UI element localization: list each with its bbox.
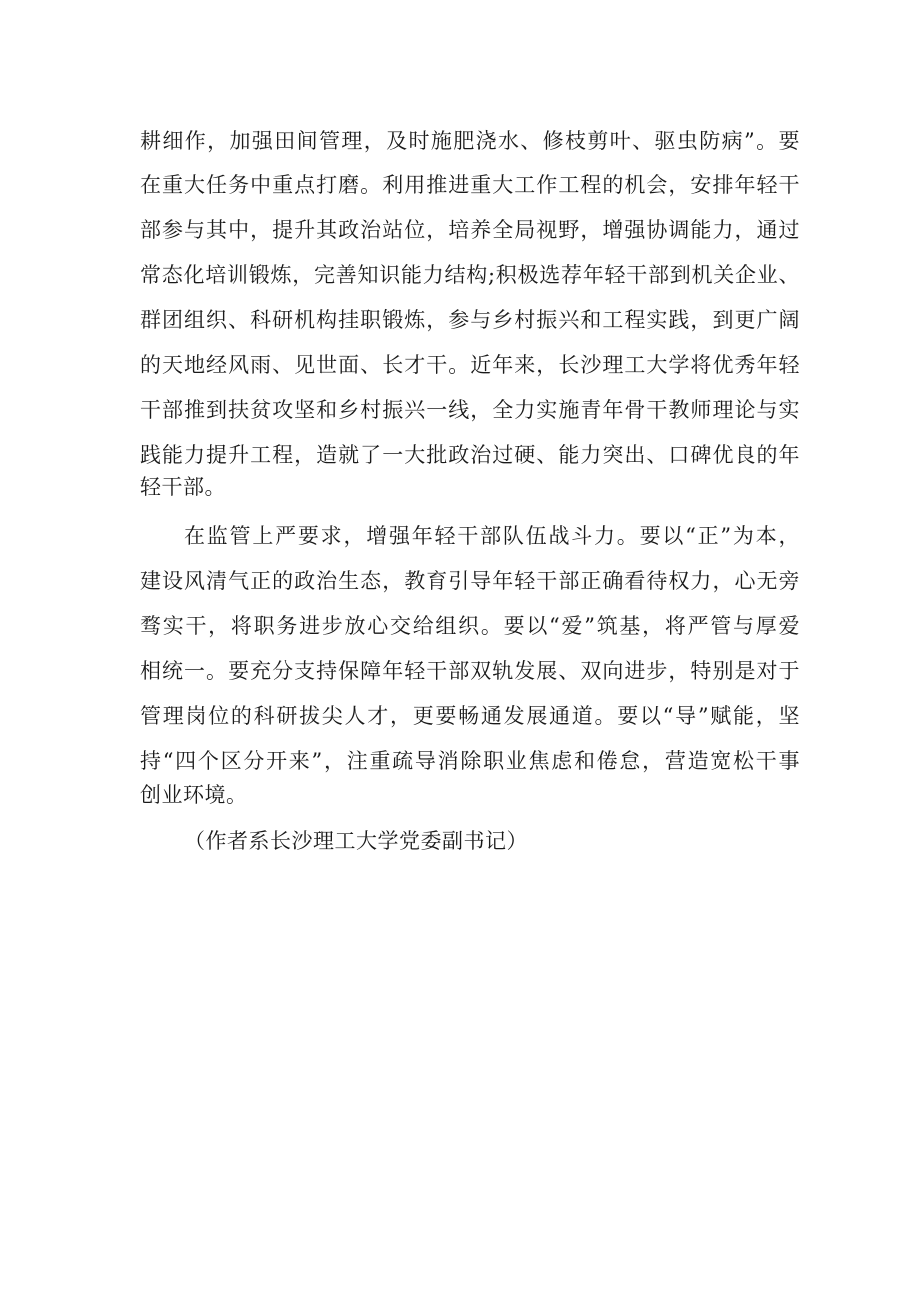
paragraph-line: 管理岗位的科研拔尖人才，更要畅通发展通道。要以“导”赋能，坚 (140, 704, 800, 728)
paragraph-line: 在重大任务中重点打磨。利用推进重大工作工程的机会，安排年轻干 (140, 173, 800, 197)
paragraph-line: 践能力提升工程，造就了一大批政治过硬、能力突出、口碑优良的年 (140, 443, 800, 467)
paragraph-line: 耕细作，加强田间管理，及时施肥浇水、修枝剪叶、驱虫防病”。要 (140, 129, 800, 153)
paragraph-line: 的天地经风雨、见世面、长才干。近年来，长沙理工大学将优秀年轻 (140, 353, 800, 377)
paragraph-line: 部参与其中，提升其政治站位，培养全局视野，增强协调能力，通过 (140, 218, 800, 242)
author-byline: （作者系长沙理工大学党委副书记） (184, 829, 528, 853)
paragraph-line: 在监管上严要求，增强年轻干部队伍战斗力。要以“正”为本， (184, 524, 800, 548)
paragraph-line: 常态化培训锻炼，完善知识能力结构;积极选荐年轻干部到机关企业、 (140, 263, 800, 287)
paragraph-line: 建设风清气正的政治生态，教育引导年轻干部正确看待权力，心无旁 (140, 569, 800, 593)
paragraph-line: 相统一。要充分支持保障年轻干部双轨发展、双向进步，特别是对于 (140, 659, 800, 683)
paragraph-line: 群团组织、科研机构挂职锻炼，参与乡村振兴和工程实践，到更广阔 (140, 308, 800, 332)
paragraph-line: 轻干部。 (140, 475, 226, 499)
paragraph-line: 干部推到扶贫攻坚和乡村振兴一线，全力实施青年骨干教师理论与实 (140, 398, 800, 422)
paragraph-line: 骛实干，将职务进步放心交给组织。要以“爱”筑基，将严管与厚爱 (140, 614, 800, 638)
paragraph-line: 持“四个区分开来”，注重疏导消除职业焦虑和倦怠，营造宽松干事 (140, 749, 800, 773)
paragraph-line: 创业环境。 (140, 783, 248, 807)
